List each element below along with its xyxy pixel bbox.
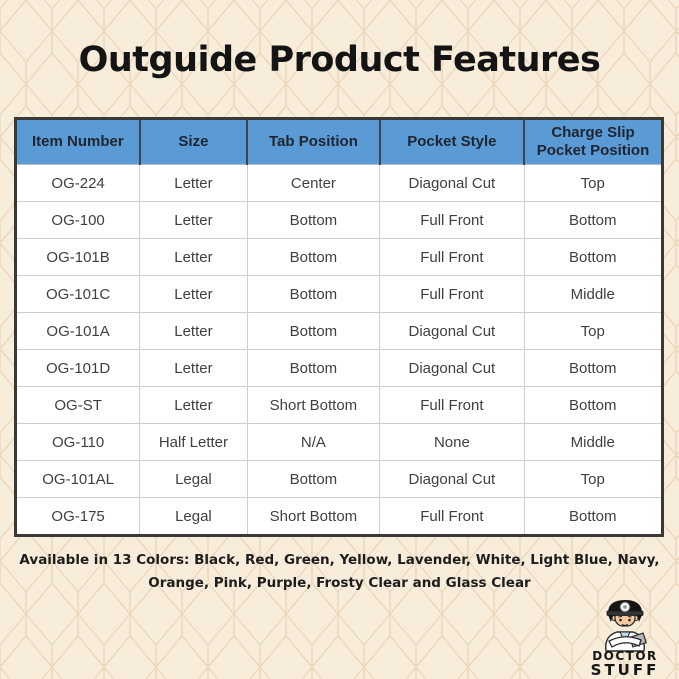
logo-text-doctor: DOCTOR (592, 649, 658, 663)
doctor-stuff-logo (581, 596, 669, 678)
table-body (16, 165, 663, 536)
table-cell: Bottom (247, 239, 380, 276)
table-cell: Bottom (247, 276, 380, 313)
table-cell: Letter (140, 202, 247, 239)
table-cell: N/A (247, 424, 380, 461)
table-cell: OG-101AL (16, 461, 140, 498)
table-cell: Bottom (247, 202, 380, 239)
page-title: Outguide Product Features (78, 40, 601, 80)
table-cell: Full Front (380, 387, 524, 424)
colors-note-line2: Orange, Pink, Purple, Frosty Clear and Glass Clear (148, 575, 531, 591)
table-cell: Bottom (247, 313, 380, 350)
table-cell: OG-100 (16, 202, 140, 239)
table-cell: Letter (140, 165, 247, 202)
column-header: Pocket Style (380, 119, 524, 165)
column-header: Tab Position (247, 119, 380, 165)
column-header: Item Number (16, 119, 140, 165)
table-cell: OG-224 (16, 165, 140, 202)
colors-note (0, 549, 679, 595)
table-cell: Top (524, 461, 663, 498)
table-cell: Bottom (524, 239, 663, 276)
table-cell: Bottom (524, 350, 663, 387)
doctor-icon (593, 596, 657, 652)
table-cell: Bottom (247, 461, 380, 498)
table-row (16, 276, 663, 313)
table-cell: Bottom (247, 350, 380, 387)
table-row (16, 498, 663, 536)
table-cell: Letter (140, 239, 247, 276)
table-cell: Letter (140, 350, 247, 387)
table-row (16, 313, 663, 350)
column-header: Size (140, 119, 247, 165)
table-cell: OG-101C (16, 276, 140, 313)
product-features-table (14, 117, 664, 537)
table-cell: Top (524, 313, 663, 350)
table-cell: Bottom (524, 387, 663, 424)
table-cell: Diagonal Cut (380, 461, 524, 498)
colors-note-line1: Available in 13 Colors: Black, Red, Green, Yellow, Lavender, White, Light Blue, Navy, (19, 552, 660, 568)
table-cell: Full Front (380, 276, 524, 313)
table-cell: Legal (140, 498, 247, 536)
table-row (16, 424, 663, 461)
table-cell: OG-110 (16, 424, 140, 461)
table-cell: Short Bottom (247, 498, 380, 536)
table-cell: Bottom (524, 498, 663, 536)
table-row (16, 461, 663, 498)
table-cell: OG-175 (16, 498, 140, 536)
table-cell: OG-101A (16, 313, 140, 350)
table-cell: None (380, 424, 524, 461)
product-features-table-wrap (14, 117, 664, 537)
table-cell: Middle (524, 276, 663, 313)
table-cell: Short Bottom (247, 387, 380, 424)
table-cell: OG-ST (16, 387, 140, 424)
table-cell: Top (524, 165, 663, 202)
table-cell: Bottom (524, 202, 663, 239)
table-cell: OG-101D (16, 350, 140, 387)
table-cell: OG-101B (16, 239, 140, 276)
table-row (16, 165, 663, 202)
table-cell: Letter (140, 387, 247, 424)
table-cell: Half Letter (140, 424, 247, 461)
table-cell: Diagonal Cut (380, 313, 524, 350)
table-cell: Letter (140, 276, 247, 313)
table-cell: Full Front (380, 239, 524, 276)
table-cell: Full Front (380, 498, 524, 536)
table-cell: Center (247, 165, 380, 202)
table-row (16, 387, 663, 424)
table-cell: Legal (140, 461, 247, 498)
table-cell: Diagonal Cut (380, 350, 524, 387)
table-cell: Letter (140, 313, 247, 350)
table-cell: Diagonal Cut (380, 165, 524, 202)
table-row (16, 350, 663, 387)
table-cell: Middle (524, 424, 663, 461)
logo-text-stuff: STUFF (590, 661, 660, 679)
table-header (16, 119, 663, 165)
column-header: Charge Slip Pocket Position (524, 119, 663, 165)
table-row (16, 202, 663, 239)
table-cell: Full Front (380, 202, 524, 239)
table-row (16, 239, 663, 276)
table-header-row (16, 119, 663, 165)
